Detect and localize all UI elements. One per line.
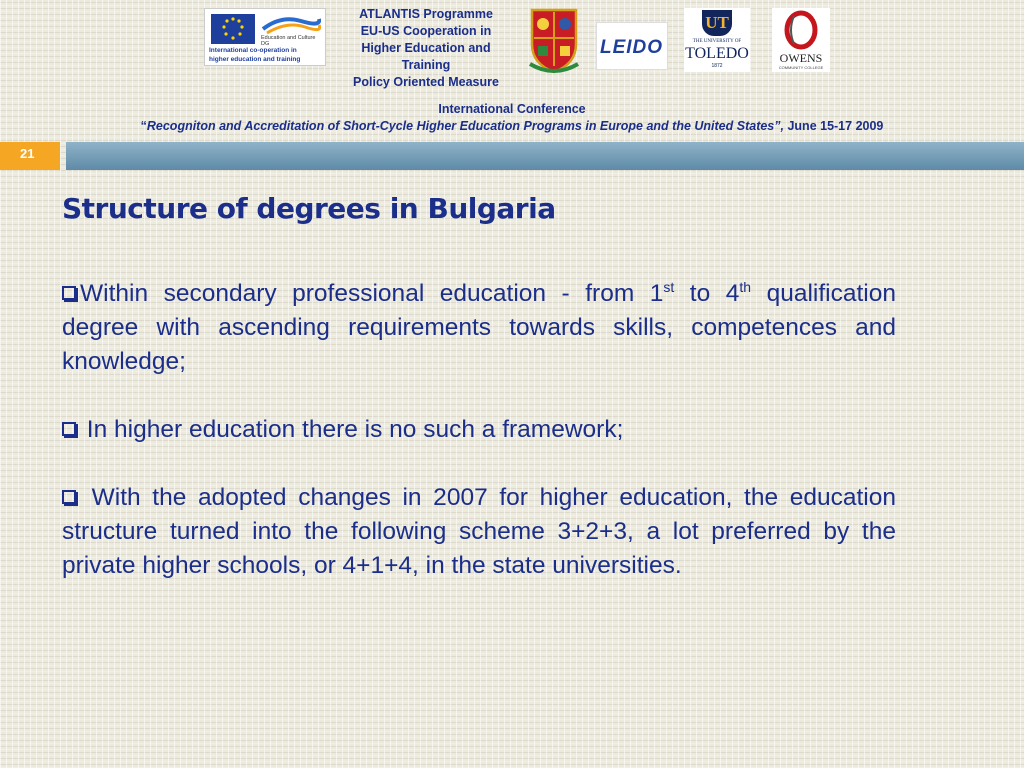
toledo-name: TOLEDO <box>685 45 749 62</box>
bullet-text: to 4 <box>674 280 740 308</box>
bullet-text: Within secondary professional education - from 1 <box>80 280 664 308</box>
checkbox-bullet-icon <box>62 422 76 436</box>
slide-number: 21 <box>0 142 60 170</box>
conference-name: Recogniton and Accreditation of Short-Cycle Higher Education Programs in Europe and the United States <box>146 119 775 133</box>
owens-sub: COMMUNITY COLLEGE <box>778 65 824 70</box>
eu-logo-caption-1: International co-operation in <box>209 47 297 54</box>
programme-line: Higher Education and <box>361 41 491 55</box>
leido-logo <box>596 22 668 70</box>
page-title: Structure of degrees in Bulgaria <box>62 192 556 225</box>
conference-title: International Conference <box>438 102 586 116</box>
eu-education-culture-logo <box>204 8 326 66</box>
bullet-item <box>62 270 896 379</box>
swoosh-icon <box>261 13 321 35</box>
bullet-text: With the adopted changes in 2007 for higher education, the education structure turned into the following scheme 3+2+3, a lot preferred by the private higher schools, or 4+1+4, in the state universities. <box>62 484 896 580</box>
programme-line: EU-US Cooperation in <box>360 24 492 38</box>
bullet-text: In higher education there is no such a framework; <box>80 416 624 444</box>
bullet-item <box>62 413 896 447</box>
checkbox-bullet-icon <box>62 286 76 300</box>
leido-wordmark: LEIDO <box>600 37 664 58</box>
owens-logo <box>772 8 830 72</box>
toledo-year: 1872 <box>711 63 723 69</box>
eu-logo-caption-2: higher education and training <box>209 56 301 63</box>
quote-close: ”, <box>774 119 784 133</box>
superscript: th <box>739 279 752 295</box>
superscript: st <box>663 279 675 295</box>
toledo-small-text: THE UNIVERSITY OF <box>692 39 742 44</box>
slide-content <box>62 270 896 617</box>
programme-line: Training <box>401 58 451 72</box>
crest-logo <box>526 6 582 76</box>
eu-flag-icon <box>211 14 255 44</box>
title-bar <box>66 142 1024 170</box>
toledo-ut-mark: UT <box>702 10 732 36</box>
programme-line: ATLANTIS Programme <box>359 7 493 21</box>
owens-o-icon <box>772 10 830 50</box>
checkbox-bullet-icon <box>62 490 76 504</box>
quote-open: “ <box>140 119 147 133</box>
crest-icon <box>526 6 582 76</box>
programme-line: Policy Oriented Measure <box>353 75 499 89</box>
conference-date: June 15-17 2009 <box>784 119 884 133</box>
bullet-item <box>62 481 896 583</box>
bullet-text: qualification degree with ascending requirements towards skills, competences and knowledge; <box>62 280 896 376</box>
eu-logo-title: Education and Culture DG <box>261 35 316 47</box>
conference-subtitle <box>0 119 1024 133</box>
toledo-logo <box>684 8 750 72</box>
programme-text <box>338 6 514 91</box>
owens-name: OWENS <box>779 51 823 65</box>
